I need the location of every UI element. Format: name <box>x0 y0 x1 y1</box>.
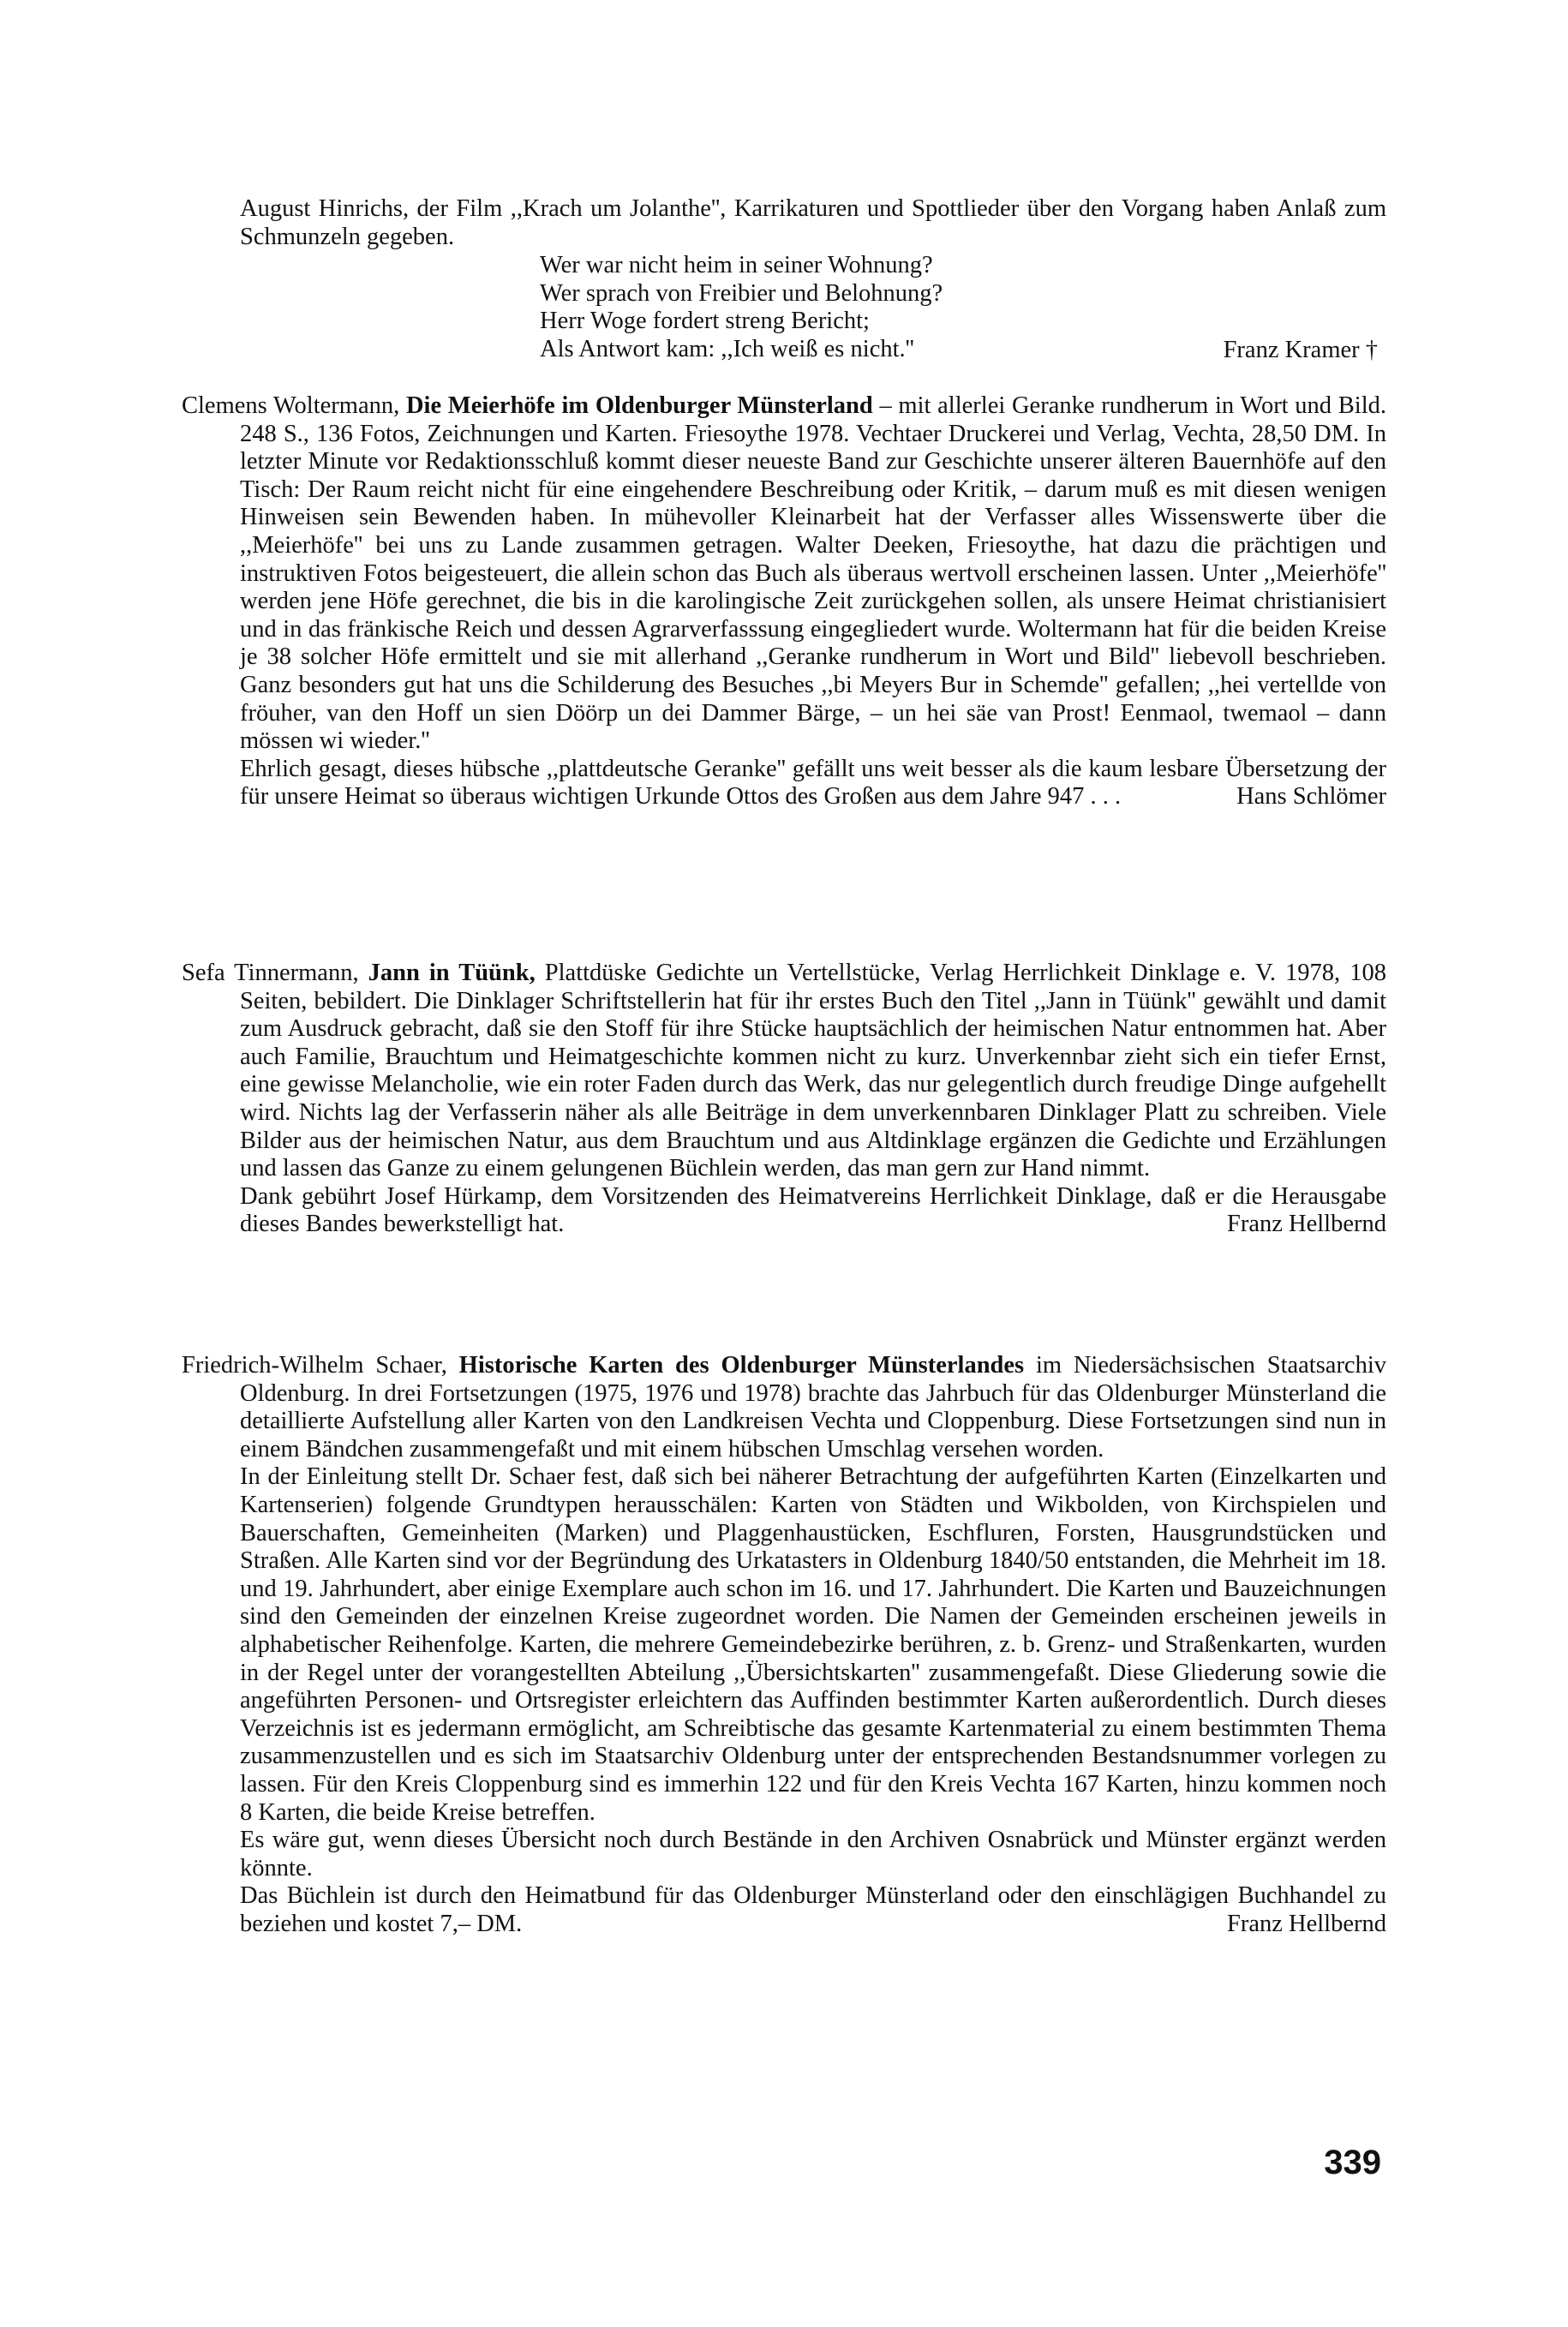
review-intro <box>182 392 1386 756</box>
poem-line: Herr Woge fordert streng Bericht; <box>540 308 870 335</box>
review-intro <box>182 960 1386 1183</box>
review-intro <box>182 1352 1386 1463</box>
review-text: im Niedersächsischen Staatsarchiv Oldenburg. In drei Fortsetzungen (1975, 1976 und 1978) brachte das Jahrbuch für das Oldenburger Münsterland die detaillierte Aufstellung aller Karten von den Landkreisen Vechta und Cloppenburg. Diese Fortsetzungen sind nun in einem Bändchen zusammengefaßt und mit einem hübschen Umschlag versehen worden. <box>240 1352 1386 1463</box>
review-paragraph: In der Einleitung stellt Dr. Schaer fest, daß sich bei näherer Betrachtung der aufgeführten Karten (Einzelkarten und Kartenserien) folgende Grundtypen herausschälen: Karten von Städten und Wikbolden, von Kirchspielen und Bauerschaften, Gemeinheiten (Marken) und Plaggenhaustücken, Eschfluren, Forsten, Hausgrundstücken und Straßen. Alle Karten sind vor der Begründung des Urkatasters in Oldenburg 1840/50 entstanden, die Mehrheit im 18. und 19. Jahrhundert, aber einige Exemplare auch schon im 16. und 17. Jahrhundert. Die Karten und Bauzeichnungen sind den Gemeinden der einzelnen Kreise zugeordnet worden. Die Namen der Gemeinden erscheinen jeweils in alphabetischer Reihenfolge. Karten, die mehrere Gemeindebezirke berühren, z. b. Grenz- und Straßenkarten, wurden in der Regel unter der vorangestellten Abteilung ,,Übersichtskarten'' zusammengefaßt. Diese Gliederung sowie die angeführten Personen- und Ortsregister erleichtern das Auffinden bestimmter Karten außerordentlich. Durch dieses Verzeichnis ist es jedermann ermöglicht, am Schreibtische das gesamte Kartenmaterial zu einem bestimmten Thema zusammenzustellen und es sich im Staatsarchiv Oldenburg unter der entsprechenden Bestandsnummer vorlegen zu lassen. Für den Kreis Cloppenburg sind es immerhin 122 und für den Kreis Vechta 167 Karten, hinzu kommen noch 8 Karten, die beide Kreise betreffen. <box>240 1463 1386 1826</box>
review-title: Jann in Tüünk, <box>368 960 536 986</box>
review-signature: Hans Schlömer <box>1236 783 1386 811</box>
review-woltermann <box>182 392 1386 811</box>
review-text: – mit allerlei Geranke rundherum in Wort und Bild. 248 S., 136 Fotos, Zeichnungen und Karten. Friesoythe 1978. Vechtaer Druckerei und Verlag, Vechta, 28,50 DM. In letzter Minute vor Redaktionsschluß kommt dieser neueste Band zur Geschichte unserer älteren Bauernhöfe auf den Tisch: Der Raum reicht nicht für eine eingehendere Beschreibung oder Kritik, – darum muß es mit diesen wenigen Hinweisen sein Bewenden haben. In mühevoller Kleinarbeit hat der Verfasser alles Wissenswerte über die ,,Meierhöfe'' bei uns zu Lande zusammen getragen. Walter Deeken, Friesoythe, hat dazu die prächtigen und instruktiven Fotos beigesteuert, die allein schon das Buch als überaus wertvoll erscheinen lassen. Unter ,,Meierhöfe'' werden jene Höfe gerechnet, die bis in die karolingische Zeit zurückgehen sollen, als unsere Heimat christianisiert und in das fränkische Reich und dessen Agrarverfasssung eingegliedert wurde. Woltermann hat für die beiden Kreise je 38 solcher Höfe ermittelt und sie mit allerhand ,,Geranke rundherum in Wort und Bild'' liebevoll beschrieben. Ganz besonders gut hat uns die Schilderung des Besuches ,,bi Meyers Bur in Schemde'' gefallen; ,,hei vertellde von fröuher, van den Hoff un sien Döörp un dei Dammer Bärge, – un hei säe van Prost! Eenmaol, twemaol – dann mössen wi wieder.'' <box>240 392 1386 755</box>
poem-line: Als Antwort kam: ,,Ich weiß es nicht.'' <box>540 335 914 362</box>
review-paragraph: Es wäre gut, wenn dieses Übersicht noch durch Bestände in den Archiven Osnabrück und Münster ergänzt werden könnte. <box>240 1827 1386 1881</box>
page-number: 339 <box>1324 2144 1381 2181</box>
review-text: Plattdüske Gedichte un Vertellstücke, Verlag Herrlichkeit Dinklage e. V. 1978, 108 Seiten, bebildert. Die Dinklager Schriftstellerin hat für ihr erstes Buch den Titel ,,Jann in Tüünk'' gewählt und damit zum Ausdruck gebracht, daß sie den Stoff für ihre Stücke hauptsächlich der heimischen Natur entnommen hat. Aber auch Familie, Brauchtum und Heimatgeschichte kommen nicht zu kurz. Unverkennbar zieht sich ein tiefer Ernst, eine gewisse Melancholie, wie ein roter Faden durch das Werk, das nur gelegentlich durch freudige Dinge aufgehellt wird. Nichts lag der Verfasserin näher als alle Beiträge in dem unverkennbaren Dinklager Platt zu schreiben. Viele Bilder aus der heimischen Natur, aus dem Brauchtum und aus Altdinklage ergänzen die Gedichte und Erzählungen und lassen das Ganze zu einem gelungenen Büchlein werden, das man gern zur Hand nimmt. <box>240 960 1386 1182</box>
review-tinnermann <box>182 960 1386 1239</box>
poem-line: Wer sprach von Freibier und Belohnung? <box>540 279 943 307</box>
intro-paragraph: August Hinrichs, der Film ,,Krach um Jolanthe'', Karrikaturen und Spottlieder über den Vorgang haben Anlaß zum Schmunzeln gegeben. <box>240 195 1386 250</box>
review-paragraph: Dank gebührt Josef Hürkamp, dem Vorsitzenden des Heimatvereins Herrlichkeit Dinklage, daß er die Herausgabe dieses Bandes bewerkstelligt hat. Franz Hellbernd <box>240 1182 1386 1238</box>
review-signature: Franz Hellbernd <box>1227 1211 1386 1238</box>
review-title: Historische Karten des Oldenburger Münsterlandes <box>458 1352 1025 1379</box>
review-author: Friedrich-Wilhelm Schaer, <box>182 1352 459 1379</box>
review-schaer <box>182 1352 1386 1938</box>
review-paragraph: Das Büchlein ist durch den Heimatbund für das Oldenburger Münsterland oder den einschlägigen Buchhandel zu beziehen und kostet 7,– DM. Franz Hellbernd <box>240 1882 1386 1937</box>
review-paragraph: Ehrlich gesagt, dieses hübsche ,,plattdeutsche Geranke'' gefällt uns weit besser als die kaum lesbare Übersetzung der für unsere Heimat so überaus wichtigen Urkunde Ottos des Großen aus dem Jahre 947 . . . Hans Schlömer <box>240 755 1386 811</box>
review-signature: Franz Hellbernd <box>1227 1910 1386 1937</box>
review-author: Clemens Woltermann, <box>182 392 406 419</box>
review-author: Sefa Tinnermann, <box>182 960 368 986</box>
review-title: Die Meierhöfe im Oldenburger Münsterland <box>405 392 873 419</box>
intro-signature: Franz Kramer † <box>1223 337 1378 363</box>
poem-line: Wer war nicht heim in seiner Wohnung? <box>540 252 933 278</box>
